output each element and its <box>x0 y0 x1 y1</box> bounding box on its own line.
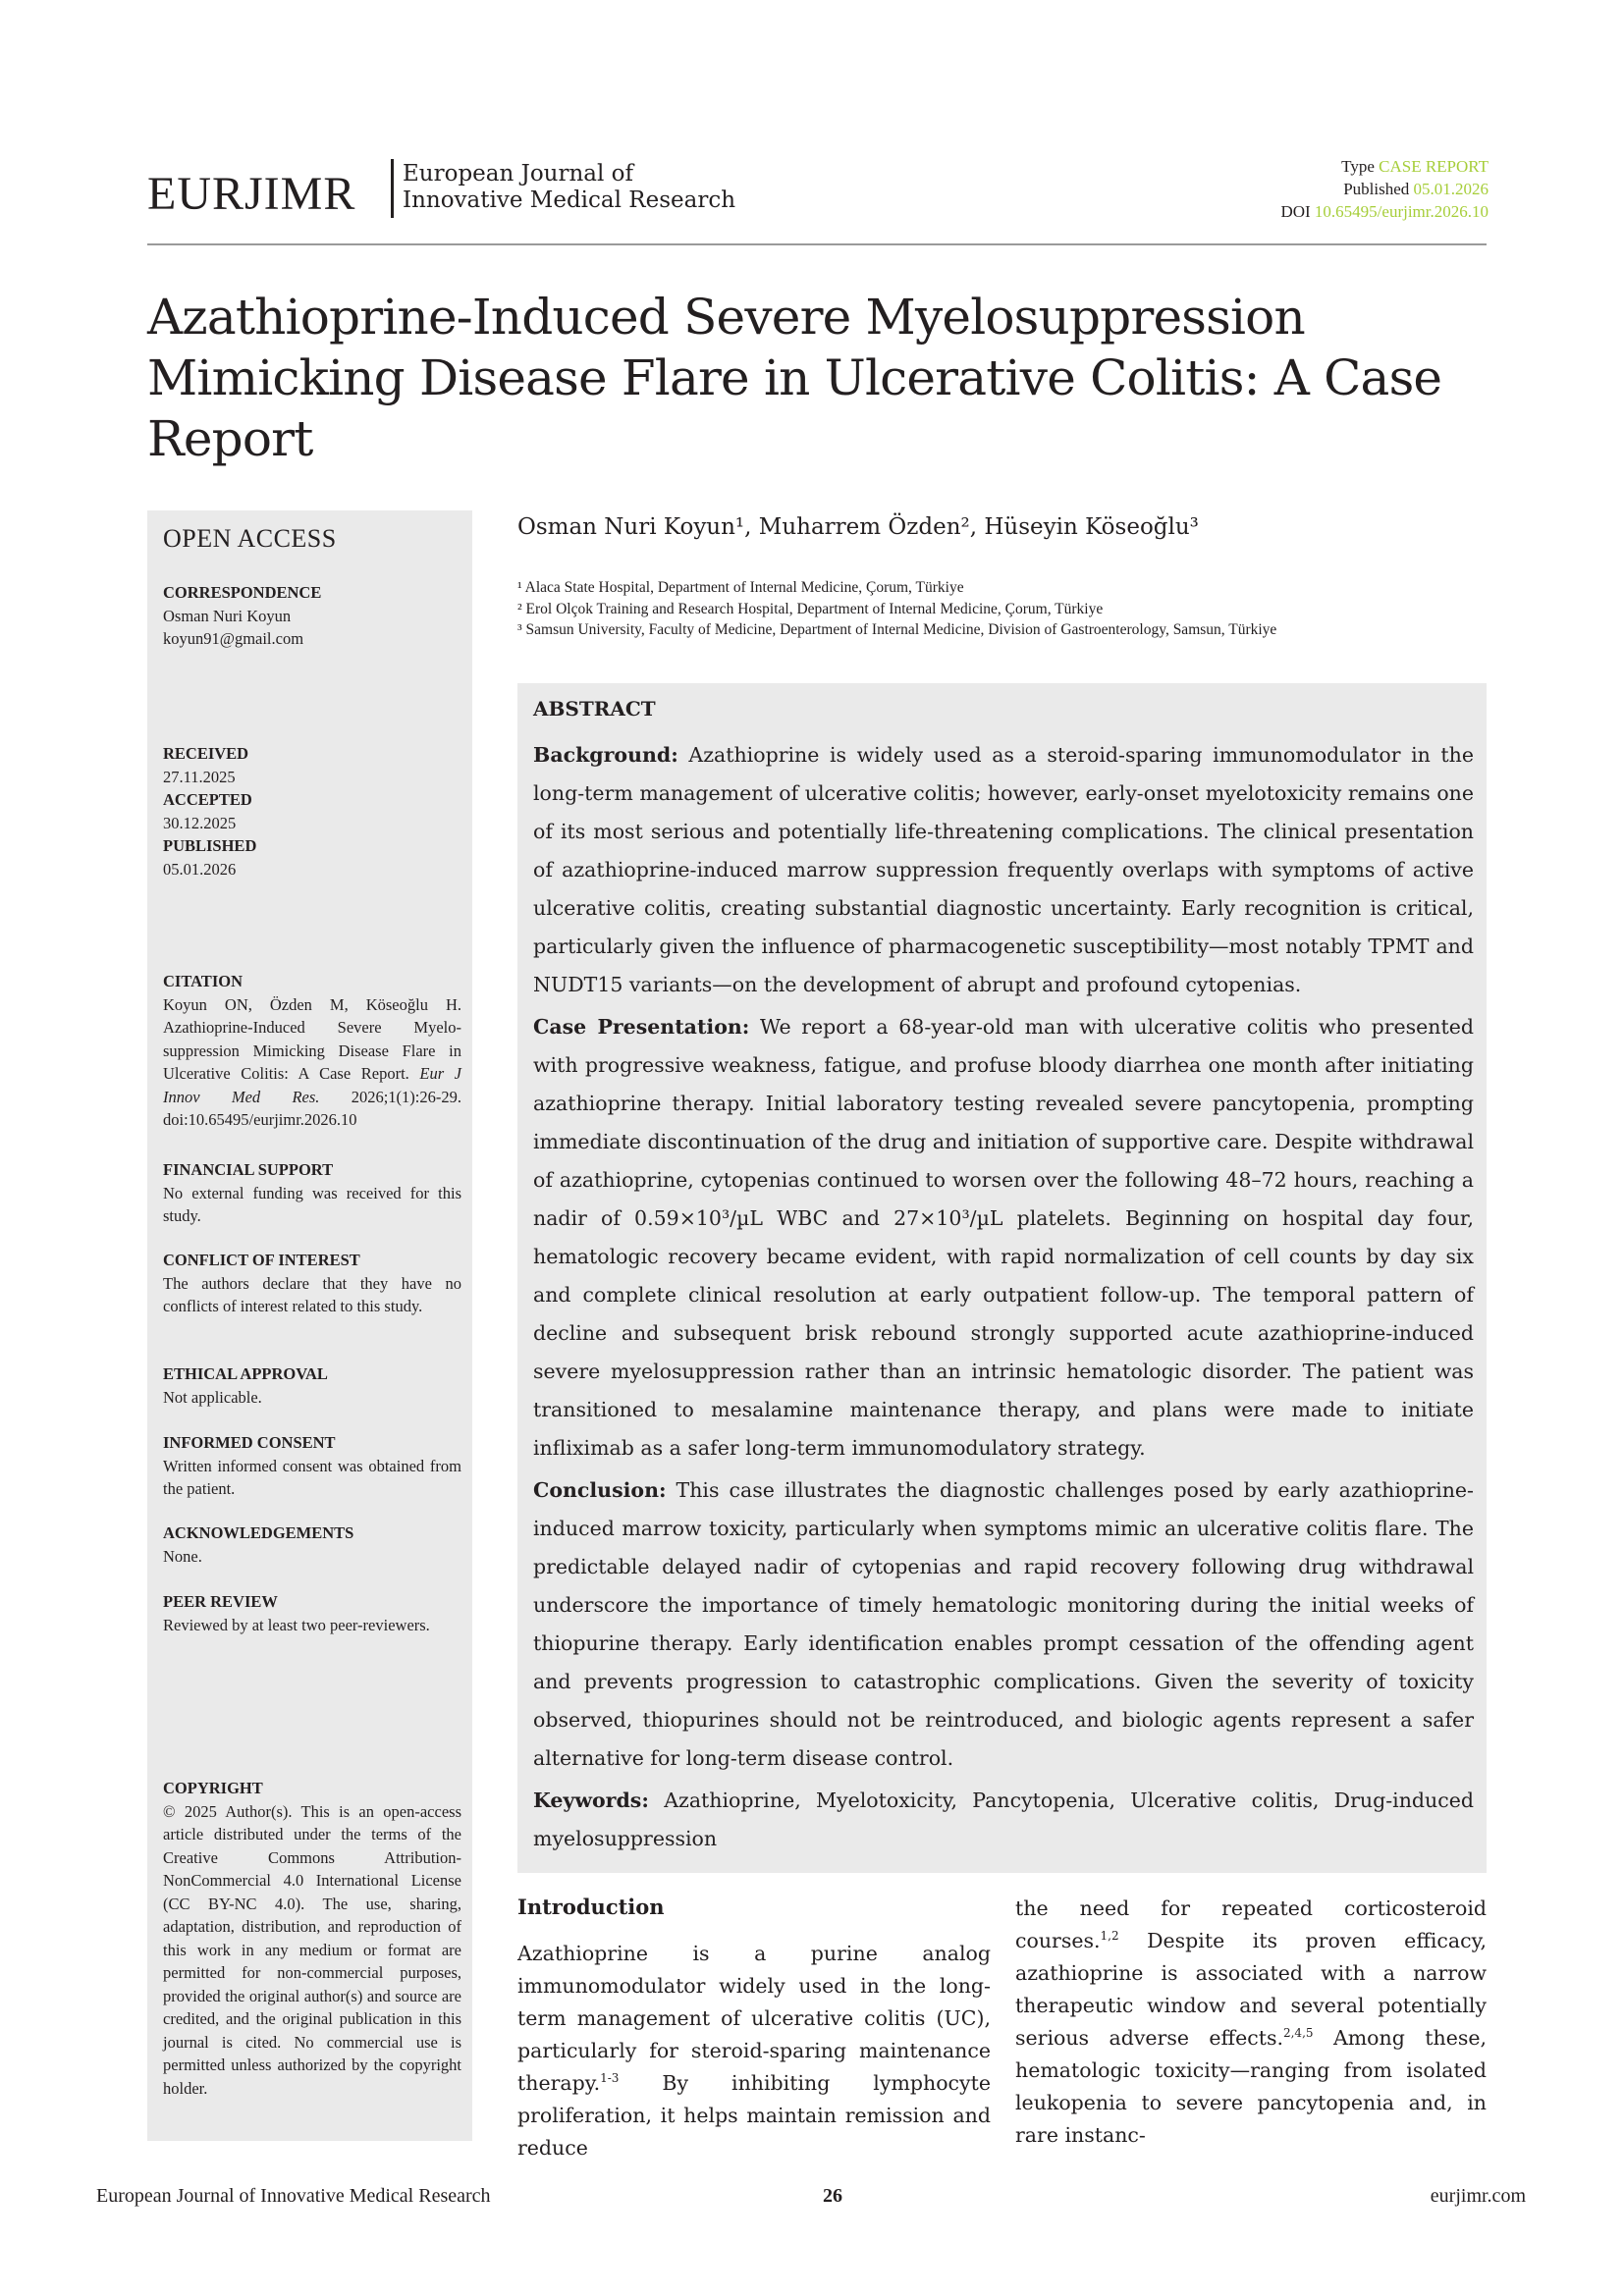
peer-review-block <box>163 1590 461 1636</box>
funding-text: No external funding was received for this study. <box>163 1183 461 1225</box>
abstract-box <box>517 683 1487 1873</box>
author-list: Osman Nuri Koyun¹, Muharrem Özden², Hüseyin Köseoğlu³ <box>517 514 1199 540</box>
citation-body: Koyun ON, Özden M, Köseoğlu H. Azathioprine-Induced Severe Myelo-suppression Mimicking Disease Flare in Ulcerative Colitis: A Case Report. <box>163 994 461 1083</box>
correspondence-email[interactable]: koyun91@gmail.com <box>163 629 304 648</box>
citation-text <box>163 993 461 1132</box>
doi-link[interactable]: 10.65495/eurjimr.2026.10 <box>1314 202 1489 221</box>
published-value-sidebar: 05.01.2026 <box>163 859 237 879</box>
affiliation-3: ³ Samsun University, Faculty of Medicine, Department of Internal Medicine, Division of Gastroenterology, Samsun, Türkiye <box>517 621 1277 638</box>
ethical-block <box>163 1362 461 1409</box>
abstract-case <box>533 1008 1474 1468</box>
intro-col1-text-b: By inhibiting lymphocyte proliferation, it helps maintain remission and reduce <box>517 2071 991 2160</box>
keywords-text: Azathioprine, Myelotoxicity, Pancytopenia, Ulcerative colitis, Drug-induced myelosuppression <box>533 1789 1474 1850</box>
conclusion-text: This case illustrates the diagnostic challenges posed by early azathioprine-induced marrow toxicity, particularly when symptoms mimic an ulcerative colitis flare. The predictable delayed nadir of cytopenias and rapid recovery following drug withdrawal underscore the importance of timely hematologic monitoring during the initial weeks of thiopurine therapy. Early identification enables prompt cessation of the offending agent and prevents progression to catastrophic complications. Given the severity of toxicity observed, thiopurines should not be reintroduced, and biologic agents represent a safer alternative for long-term disease control. <box>533 1478 1474 1770</box>
article-title: Azathioprine-Induced Severe Myelosuppression Mimicking Disease Flare in Ulcerative Colitis: A Case Report <box>147 289 1442 467</box>
ethical-text: Not applicable. <box>163 1387 262 1407</box>
conclusion-label: Conclusion: <box>533 1478 667 1502</box>
background-label: Background: <box>533 743 678 767</box>
journal-logo-name <box>403 161 735 214</box>
intro-column-2 <box>1015 1893 1487 2152</box>
ack-block <box>163 1522 461 1568</box>
abstract-background <box>533 736 1474 1004</box>
sidebar <box>147 510 472 2141</box>
copyright-text: © 2025 Author(s). This is an open-access article distributed under the terms of the Creative Commons Attribution-NonCommercial 4.0 International License (CC BY-NC 4.0). The use, sharing, adaptation, distribution, and reproduction of this work in any medium or format are permitted for non-commercial purposes, provided the original author(s) and source are credited, and the original publication in this journal is cited. No commercial use is permitted unless authorized by the copyright holder. <box>163 1801 461 2098</box>
keywords-label: Keywords: <box>533 1789 649 1812</box>
article-meta <box>1280 155 1489 223</box>
type-label: Type <box>1341 157 1375 176</box>
citation-journal: Eur J Innov Med Res. <box>163 1064 462 1106</box>
citation-sup: 1,2 <box>1100 1929 1119 1944</box>
peer-review-label: PEER REVIEW <box>163 1592 278 1611</box>
correspondence-name: Osman Nuri Koyun <box>163 606 292 625</box>
accepted-label: ACCEPTED <box>163 790 252 809</box>
ethical-label: ETHICAL APPROVAL <box>163 1364 328 1383</box>
ack-text: None. <box>163 1546 202 1566</box>
abstract-keywords <box>533 1782 1474 1858</box>
footer-site[interactable]: eurjimr.com <box>1430 2185 1526 2207</box>
citation-label: CITATION <box>163 972 243 990</box>
journal-name-line1: European Journal of <box>403 161 634 187</box>
citation-block <box>163 970 461 1132</box>
case-label: Case Presentation: <box>533 1015 750 1039</box>
copyright-block <box>163 1777 461 2100</box>
page-number: 26 <box>823 2185 842 2207</box>
received-value: 27.11.2025 <box>163 767 236 786</box>
case-text: We report a 68-year-old man with ulcerative colitis who presented with progressive weakness, fatigue, and profuse bloody diarrhea one month after initiating azathioprine therapy. Initial laboratory testing revealed severe pancytopenia, prompting immediate discontinuation of the drug and initiation of supportive care. Despite withdrawal of azathioprine, cytopenias continued to worsen over the following 48–72 hours, reaching a nadir of 0.59×10³/µL WBC and 27×10³/µL platelets. Beginning on hospital day four, hematologic recovery became evident, with rapid normalization of cell counts by day six and complete clinical resolution at early outpatient follow-up. The temporal pattern of decline and subsequent brisk rebound strongly supported acute azathioprine-induced severe myelosuppression rather than an intrinsic hematologic disorder. The patient was transitioned to mesalamine maintenance therapy, and plans were made to initiate infliximab as a safer long-term immunomodulatory strategy. <box>533 1015 1474 1460</box>
conflict-text: The authors declare that they have no conflicts of interest related to this study. <box>163 1273 461 1315</box>
funding-label: FINANCIAL SUPPORT <box>163 1160 334 1179</box>
published-label-sidebar: PUBLISHED <box>163 836 257 855</box>
correspondence-label: CORRESPONDENCE <box>163 583 322 602</box>
affiliation-1: ¹ Alaca State Hospital, Department of Internal Medicine, Çorum, Türkiye <box>517 579 964 596</box>
accepted-value: 30.12.2025 <box>163 813 237 832</box>
consent-label: INFORMED CONSENT <box>163 1433 336 1452</box>
citation-sup: 1-3 <box>600 2071 620 2086</box>
citation-ref: 2026;1(1):26-29. doi:10.65495/eurjimr.2026.10 <box>163 1087 461 1129</box>
conflict-label: CONFLICT OF INTEREST <box>163 1251 360 1269</box>
received-label: RECEIVED <box>163 744 249 763</box>
intro-col2-text-b: Despite its proven efficacy, azathioprine is associated with a narrow therapeutic window and several potentially serious adverse effects. <box>1015 1929 1487 2050</box>
published-value: 05.01.2026 <box>1413 180 1489 198</box>
peer-review-text: Reviewed by at least two peer-reviewers. <box>163 1615 430 1634</box>
abstract-conclusion <box>533 1471 1474 1778</box>
copyright-label: COPYRIGHT <box>163 1779 263 1797</box>
correspondence-block <box>163 581 461 651</box>
header-divider <box>147 243 1487 245</box>
conflict-block <box>163 1249 461 1318</box>
citation-sup: 2,4,5 <box>1282 2026 1314 2041</box>
intro-heading: Introduction <box>517 1895 665 1919</box>
doi-label: DOI <box>1280 202 1311 221</box>
intro-col2-text-a: the need for repeated corticosteroid courses. <box>1015 1896 1487 1952</box>
footer-journal: European Journal of Innovative Medical Research <box>96 2185 491 2207</box>
affiliation-2: ² Erol Olçok Training and Research Hospital, Department of Internal Medicine, Çorum, Türkiye <box>517 600 1104 617</box>
ack-label: ACKNOWLEDGEMENTS <box>163 1523 354 1542</box>
intro-column-1 <box>517 1938 991 2164</box>
background-text: Azathioprine is widely used as a steroid-sparing immunomodulator in the long-term management of ulcerative colitis; however, early-onset myelotoxicity remains one of its most serious and potentially life-threatening complications. The clinical presentation of azathioprine-induced marrow suppression frequently overlaps with symptoms of active ulcerative colitis, creating substantial diagnostic uncertainty. Early recognition is critical, particularly given the influence of pharmacogenetic susceptibility—most notably TPMT and NUDT15 variants—on the development of abrupt and profound cytopenias. <box>533 743 1474 996</box>
open-access-label: OPEN ACCESS <box>163 524 337 553</box>
dates-block <box>163 742 461 881</box>
consent-block <box>163 1431 461 1501</box>
affiliations <box>517 577 1276 641</box>
type-value: CASE REPORT <box>1379 157 1489 176</box>
abstract-heading: ABSTRACT <box>533 697 656 721</box>
funding-block <box>163 1158 461 1228</box>
published-label: Published <box>1343 180 1410 198</box>
intro-col1-text-a: Azathioprine is a purine analog immunomodulator widely used in the long-term management of ulcerative colitis (UC), particularly for steroid-sparing maintenance therapy. <box>517 1942 991 2095</box>
consent-text: Written informed consent was obtained from the patient. <box>163 1456 461 1498</box>
journal-logo-abbr: EURJIMR <box>147 168 356 220</box>
journal-name-line2: Innovative Medical Research <box>403 187 736 213</box>
intro-col2-text-c: Among these, hematologic toxicity—ranging from isolated leukopenia to severe pancytopenia and, in rare instanc- <box>1015 2026 1487 2147</box>
logo-divider <box>391 159 394 218</box>
